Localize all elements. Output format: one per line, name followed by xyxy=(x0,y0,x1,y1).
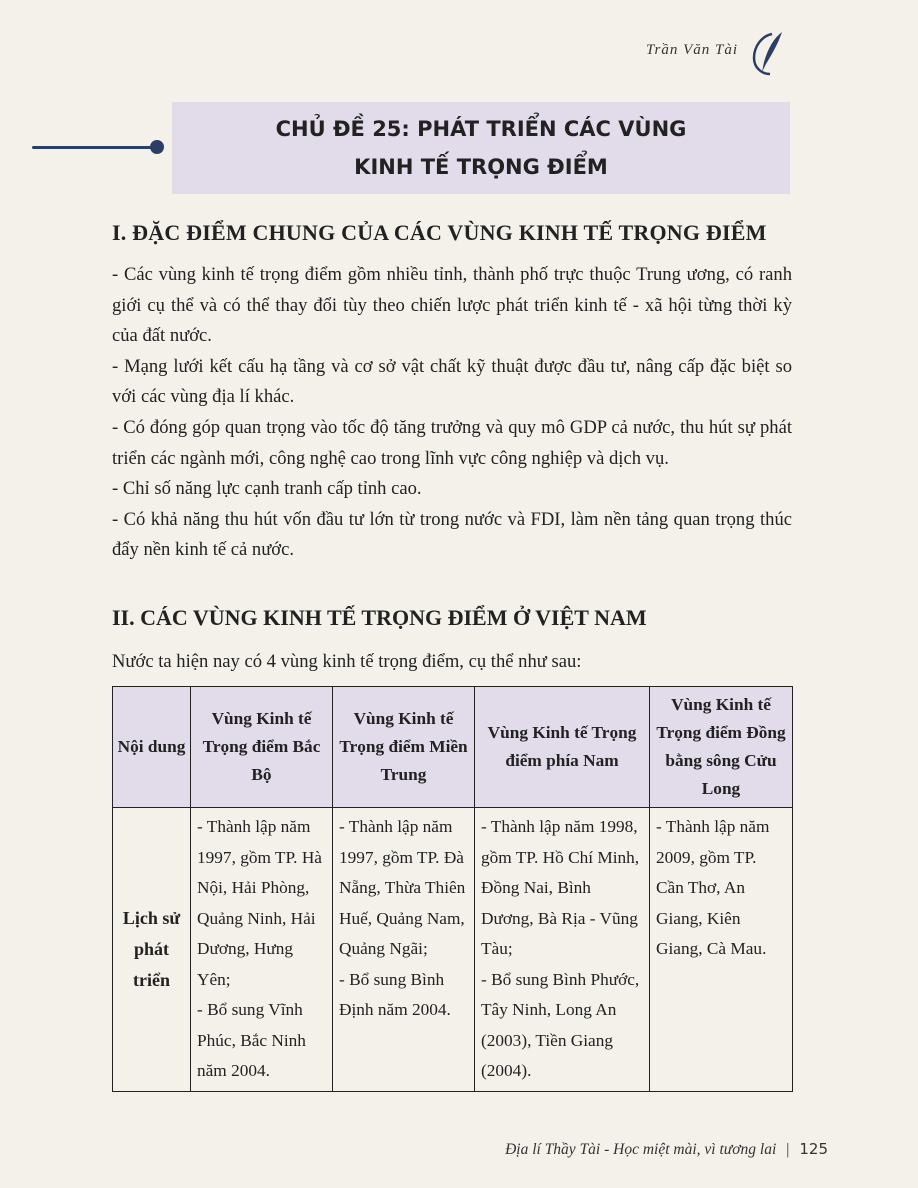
table-header-cell: Vùng Kinh tế Trọng điểm Miền Trung xyxy=(333,687,475,808)
topic-title-line-1: CHỦ ĐỀ 25: PHÁT TRIỂN CÁC VÙNG xyxy=(275,117,687,141)
cell-text: - Thành lập năm 2009, gồm TP. Cần Thơ, An Giang, Kiên Giang, Cà Mau. xyxy=(656,817,770,958)
table-cell xyxy=(475,808,650,1092)
table-header-cell: Vùng Kinh tế Trọng điểm Đồng bằng sông Cửu Long xyxy=(650,687,793,808)
table-cell xyxy=(191,808,333,1092)
paragraph: - Các vùng kinh tế trọng điểm gồm nhiều tỉnh, thành phố trực thuộc Trung ương, có ranh giới cụ thể và có thể thay đổi tùy theo chiến lược phát triển kinh tế - xã hội từng thời kỳ của đất nước. xyxy=(112,264,792,347)
table-cell xyxy=(650,808,793,1092)
author-name: Trần Văn Tài xyxy=(645,42,738,58)
cell-text: - Thành lập năm 1997, gồm TP. Hà Nội, Hải Phòng, Quảng Ninh, Hải Dương, Hưng Yên; - Bổ sung Vĩnh Phúc, Bắc Ninh năm 2004. xyxy=(197,817,322,1080)
cell-text: - Thành lập năm 1998, gồm TP. Hồ Chí Minh, Đồng Nai, Bình Dương, Bà Rịa - Vũng Tàu; - Bổ sung Bình Phước, Tây Ninh, Long An (2003), Tiền Giang (2004). xyxy=(481,817,640,1080)
table-header-row xyxy=(113,687,793,808)
section-2-heading: II. CÁC VÙNG KINH TẾ TRỌNG ĐIỂM Ở VIỆT NAM xyxy=(112,605,647,630)
quill-icon xyxy=(742,28,790,80)
paragraph: - Mạng lưới kết cấu hạ tầng và cơ sở vật chất kỹ thuật được đầu tư, nâng cấp đặc biệt so với các vùng địa lí khác. xyxy=(112,355,792,408)
table-row xyxy=(113,808,793,1092)
regions-table xyxy=(112,686,793,1092)
paragraph: - Có đóng góp quan trọng vào tốc độ tăng trưởng và quy mô GDP cả nước, thu hút sự phát triển các ngành mới, công nghệ cao trong lĩnh vực công nghiệp và dịch vụ. xyxy=(112,416,792,469)
table-header-cell: Vùng Kinh tế Trọng điểm Bắc Bộ xyxy=(191,687,333,808)
page-number: 125 xyxy=(799,1140,828,1158)
page-footer xyxy=(505,1140,828,1159)
table-header-cell: Nội dung xyxy=(113,687,191,808)
topic-title-box xyxy=(172,102,790,194)
footer-separator: | xyxy=(786,1141,790,1158)
footer-text: Địa lí Thầy Tài - Học miệt mài, vì tương lai xyxy=(505,1141,777,1158)
section-2-intro: Nước ta hiện nay có 4 vùng kinh tế trọng điểm, cụ thể như sau: xyxy=(112,651,582,672)
paragraph: - Có khả năng thu hút vốn đầu tư lớn từ trong nước và FDI, làm nền tảng quan trọng thúc đẩy nền kinh tế cả nước. xyxy=(112,508,792,561)
table-header-cell: Vùng Kinh tế Trọng điểm phía Nam xyxy=(475,687,650,808)
section-1-body xyxy=(112,260,792,566)
table-row-label: Lịch sử phát triển xyxy=(113,808,191,1092)
table-cell xyxy=(333,808,475,1092)
paragraph: - Chỉ số năng lực cạnh tranh cấp tỉnh cao. xyxy=(112,478,422,500)
topic-title-line-2: KINH TẾ TRỌNG ĐIỂM xyxy=(354,155,608,179)
topic-connector-dot xyxy=(150,140,164,154)
cell-text: - Thành lập năm 1997, gồm TP. Đà Nẵng, Thừa Thiên Huế, Quảng Nam, Quảng Ngãi; - Bổ sung Bình Định năm 2004. xyxy=(339,817,466,1019)
section-1-heading: I. ĐẶC ĐIỂM CHUNG CỦA CÁC VÙNG KINH TẾ TRỌNG ĐIỂM xyxy=(112,220,767,245)
topic-connector-line xyxy=(32,146,157,149)
